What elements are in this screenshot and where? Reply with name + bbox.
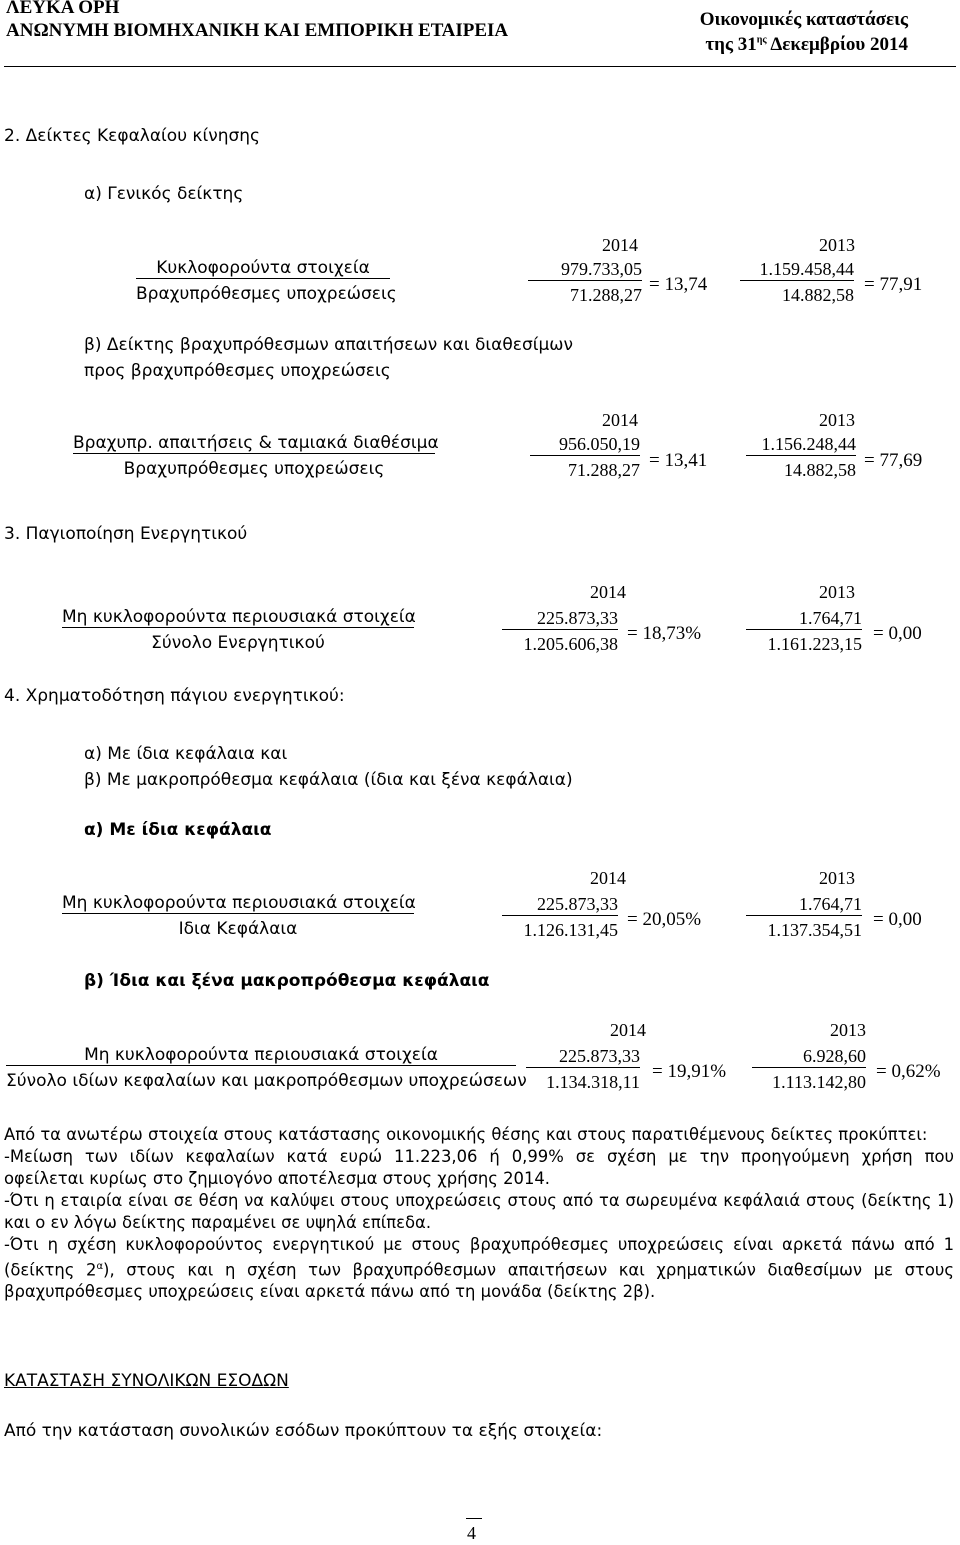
year-2013: 2013: [819, 868, 855, 888]
denominator-2013: 14.882,58: [782, 285, 854, 305]
ratio-numerator-label: Μη κυκλοφορούντα περιουσιακά στοιχεία: [6, 1045, 516, 1066]
section-2b-title: β) Δείκτης βραχυπρόθεσμων απαιτήσεων και διαθεσίμων: [84, 335, 574, 355]
page-number: 4: [467, 1523, 476, 1543]
result-2014: = 13,74: [649, 274, 708, 295]
conclusion-1-cont: οφείλεται κυρίως στο ζημιογόνο αποτέλεσμα στους χρήσης 2014.: [4, 1169, 551, 1188]
company-name: ΛΕΥΚΑ ΟΡΗ: [6, 0, 120, 18]
header-rule: [4, 66, 956, 67]
ratio-denominator-label: Ιδια Κεφάλαια: [178, 919, 298, 939]
numerator-2013: 6.928,60: [752, 1046, 866, 1068]
denominator-2013: 1.137.354,51: [767, 920, 862, 940]
ratio-denominator-label: Βραχυπρόθεσμες υποχρεώσεις: [123, 459, 385, 479]
denominator-2014: 1.205.606,38: [523, 634, 618, 654]
denominator-2013: 1.161.223,15: [767, 634, 862, 654]
conclusion-3-cont: (δείκτης $2^\alpha$), στους και η σχέση των βραχυπρόθεσμων απαιτήσεων και χρηματικών διαθεσίμων με στους: [4, 1260, 954, 1280]
ratio-denominator-label: Σύνολο Ενεργητικού: [151, 633, 325, 653]
year-2013: 2013: [830, 1020, 866, 1040]
numerator-2014: 956.050,19: [530, 434, 640, 456]
doc-date: της $31^{\eta\varsigma}$ Δεκεμβρίου 2014: [705, 34, 908, 55]
ratio-numerator-label: Βραχυπρ. απαιτήσεις & ταμιακά διαθέσιμα: [73, 433, 439, 453]
ratio-denominator-label: Βραχυπρόθεσμες υποχρεώσεις: [136, 284, 397, 304]
denominator-2013: 14.882,58: [784, 460, 856, 480]
result-2014: = 18,73%: [627, 623, 702, 644]
ratio-numerator-label: Μη κυκλοφορούντα περιουσιακά στοιχεία: [62, 607, 416, 627]
section-2b-title-cont: προς βραχυπρόθεσμες υποχρεώσεις: [84, 361, 391, 381]
conclusion-2-cont: και ο εν λόγω δείκτης παραμένει σε υψηλά επίπεδα.: [4, 1213, 432, 1232]
year-2014: 2014: [602, 410, 638, 430]
section-4b-title: β) Ίδια και ξένα μακροπρόθεσμα κεφάλαια: [84, 971, 490, 991]
conclusion-2: -Ότι η εταιρία είναι σε θέση να καλύψει στους υποχρεώσεις στους από τα σωρευμένα κεφάλαιά στους (δείκτης 1): [4, 1191, 954, 1210]
section-4-title: 4. Χρηματοδότηση πάγιου ενεργητικού:: [4, 686, 345, 706]
denominator-2014: 1.126.131,45: [523, 920, 618, 940]
year-2014: 2014: [610, 1020, 646, 1040]
year-2013: 2013: [819, 410, 855, 430]
year-2013: 2013: [819, 582, 855, 602]
ratio-denominator-label: Σύνολο ιδίων κεφαλαίων και μακροπρόθεσμων υποχρεώσεων: [6, 1071, 527, 1091]
conclusion-1: -Μείωση των ιδίων κεφαλαίων κατά ευρώ 11.223,06 ή 0,99% σε σχέση με την προηγούμενη χρήση που: [4, 1147, 954, 1166]
ratio-numerator-label: Κυκλοφορούντα στοιχεία: [136, 258, 390, 279]
denominator-2014: 1.134.318,11: [546, 1072, 640, 1092]
denominator-2014: 71.288,27: [570, 285, 642, 305]
year-2013: 2013: [819, 235, 855, 255]
numerator-2013: 1.156.248,44: [746, 434, 856, 456]
year-2014: 2014: [602, 235, 638, 255]
doc-title: Οικονομικές καταστάσεις: [699, 9, 908, 30]
result-2013: = 0,62%: [876, 1061, 941, 1082]
company-legal-name: ΑΝΩΝΥΜΗ ΒΙΟΜΗΧΑΝΙΚΗ ΚΑΙ ΕΜΠΟΡΙΚΗ ΕΤΑΙΡΕΙΑ: [6, 20, 509, 41]
numerator-2013: 1.764,71: [746, 608, 862, 630]
denominator-2014: 71.288,27: [568, 460, 640, 480]
result-2013: = 0,00: [873, 623, 922, 644]
page-number-rule: [466, 1518, 482, 1519]
result-2014: = 19,91%: [652, 1061, 727, 1082]
numerator-2014: 225.873,33: [502, 608, 618, 630]
income-statement-intro: Από την κατάσταση συνολικών εσόδων προκύπτουν τα εξής στοιχεία:: [4, 1421, 603, 1441]
numerator-2014: 225.873,33: [526, 1046, 640, 1068]
section-4-item-a: α) Με ίδια κεφάλαια και: [84, 744, 288, 764]
result-2014: = 20,05%: [627, 909, 702, 930]
conclusions-intro: Από τα ανωτέρω στοιχεία στους κατάστασης οικονομικής θέσης και στους παρατιθέμενους δείκτες προκύπτει:: [4, 1125, 928, 1144]
numerator-2013: 1.159.458,44: [740, 259, 854, 281]
numerator-2014: 225.873,33: [502, 894, 618, 916]
section-3-title: 3. Παγιοποίηση Ενεργητικού: [4, 524, 248, 544]
numerator-2014: 979.733,05: [528, 259, 642, 281]
result-2013: = 77,91: [864, 274, 923, 295]
section-4-item-b: β) Με μακροπρόθεσμα κεφάλαια (ίδια και ξένα κεφάλαια): [84, 770, 573, 790]
denominator-2013: 1.113.142,80: [772, 1072, 866, 1092]
result-2013: = 0,00: [873, 909, 922, 930]
year-2014: 2014: [590, 582, 626, 602]
conclusion-3: -Ότι η σχέση κυκλοφορούντος ενεργητικού με στους βραχυπρόθεσμες υποχρεώσεις είναι αρκετά πάνω από 1: [4, 1235, 954, 1254]
conclusion-3-end: βραχυπρόθεσμες υποχρεώσεις είναι αρκετά πάνω από τη μονάδα (δείκτης 2β).: [4, 1282, 656, 1302]
conclusions-text: [4, 1124, 954, 1303]
ratio-numerator-label: Μη κυκλοφορούντα περιουσιακά στοιχεία: [62, 893, 416, 913]
result-2014: = 13,41: [649, 450, 708, 471]
section-4a-title: α) Με ίδια κεφάλαια: [84, 820, 272, 840]
income-statement-title: ΚΑΤΑΣΤΑΣΗ ΣΥΝΟΛΙΚΩΝ ΕΣΟΔΩΝ: [4, 1371, 289, 1391]
year-2014: 2014: [590, 868, 626, 888]
numerator-2013: 1.764,71: [746, 894, 862, 916]
section-2-title: 2. Δείκτες Κεφαλαίου κίνησης: [4, 126, 261, 146]
result-2013: = 77,69: [864, 450, 923, 471]
section-2a-title: α) Γενικός δείκτης: [84, 184, 244, 204]
